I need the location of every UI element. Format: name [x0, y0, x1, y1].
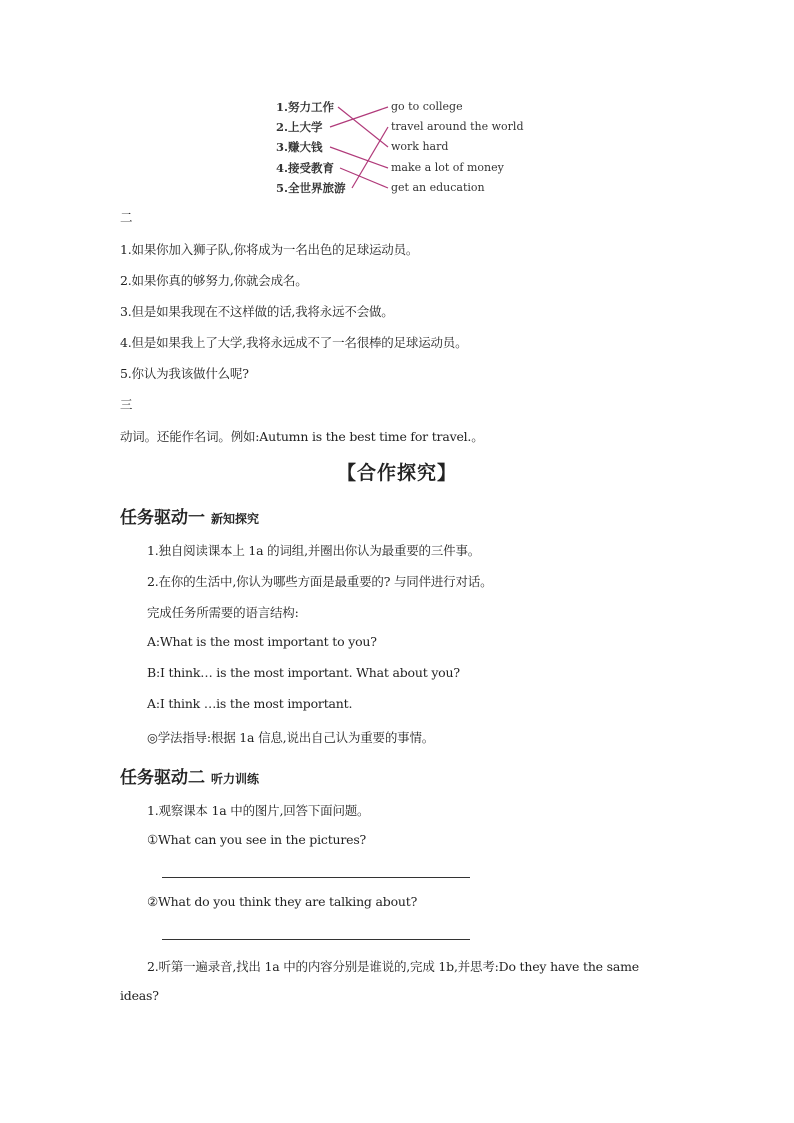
match-left-item: 3.赚大钱: [276, 140, 323, 154]
answer-line[interactable]: [162, 939, 470, 940]
task1-line: 2.在你的生活中,你认为哪些方面是最重要的? 与同伴进行对话。: [147, 574, 493, 589]
match-left-item: 1.努力工作: [276, 100, 335, 114]
match-right-item: travel around the world: [391, 120, 524, 133]
match-right-item: make a lot of money: [391, 161, 504, 174]
part2-item: 2.如果你真的够努力,你就会成名。: [120, 273, 308, 288]
task1-title: 任务驱动一: [120, 508, 205, 528]
task2-question: ②What do you think they are talking about?: [147, 894, 418, 909]
task1-line: A:What is the most important to you?: [147, 634, 377, 649]
task1-subtitle: 新知探究: [211, 512, 260, 526]
match-left-item: 5.全世界旅游: [276, 181, 346, 195]
match-line: [340, 168, 388, 188]
match-right-item: get an education: [391, 181, 485, 194]
task2-item2-cont: ideas?: [120, 988, 159, 1003]
task1-line: A:I think …is the most important.: [147, 696, 353, 711]
task2-intro: 1.观察课本 1a 中的图片,回答下面问题。: [147, 803, 370, 818]
task2-heading: [120, 763, 259, 788]
matching-lines: [0, 0, 794, 220]
section-title: 【合作探究】: [336, 462, 457, 484]
match-left-item: 2.上大学: [276, 120, 323, 134]
answer-line[interactable]: [162, 877, 470, 878]
part2-item: 4.但是如果我上了大学,我将永远成不了一名很棒的足球运动员。: [120, 335, 468, 350]
part2-item: 5.你认为我该做什么呢?: [120, 366, 249, 381]
match-right-item: go to college: [391, 100, 463, 113]
task1-line: 1.独自阅读课本上 1a 的词组,并圈出你认为最重要的三件事。: [147, 543, 481, 558]
task1-heading: [120, 503, 259, 528]
part2-item: 3.但是如果我现在不这样做的话,我将永远不会做。: [120, 304, 394, 319]
task2-question: ①What can you see in the pictures?: [147, 832, 367, 847]
match-left-item: 4.接受教育: [276, 161, 335, 175]
task1-tip: ◎学法指导:根据 1a 信息,说出自己认为重要的事情。: [147, 730, 435, 745]
match-right-item: work hard: [391, 140, 449, 153]
part3-marker: 三: [120, 397, 133, 412]
part2-marker: 二: [120, 210, 133, 225]
task1-line: 完成任务所需要的语言结构:: [147, 605, 299, 620]
match-line: [338, 107, 388, 147]
part3-text: 动词。还能作名词。例如:Autumn is the best time for travel.。: [120, 429, 484, 444]
task2-title: 任务驱动二: [120, 768, 205, 788]
task2-subtitle: 听力训练: [211, 772, 260, 786]
task2-item2: 2.听第一遍录音,找出 1a 中的内容分别是谁说的,完成 1b,并思考:Do they have the same: [147, 959, 639, 974]
task1-line: B:I think… is the most important. What about you?: [147, 665, 460, 680]
part2-item: 1.如果你加入狮子队,你将成为一名出色的足球运动员。: [120, 242, 419, 257]
match-line: [330, 147, 388, 168]
